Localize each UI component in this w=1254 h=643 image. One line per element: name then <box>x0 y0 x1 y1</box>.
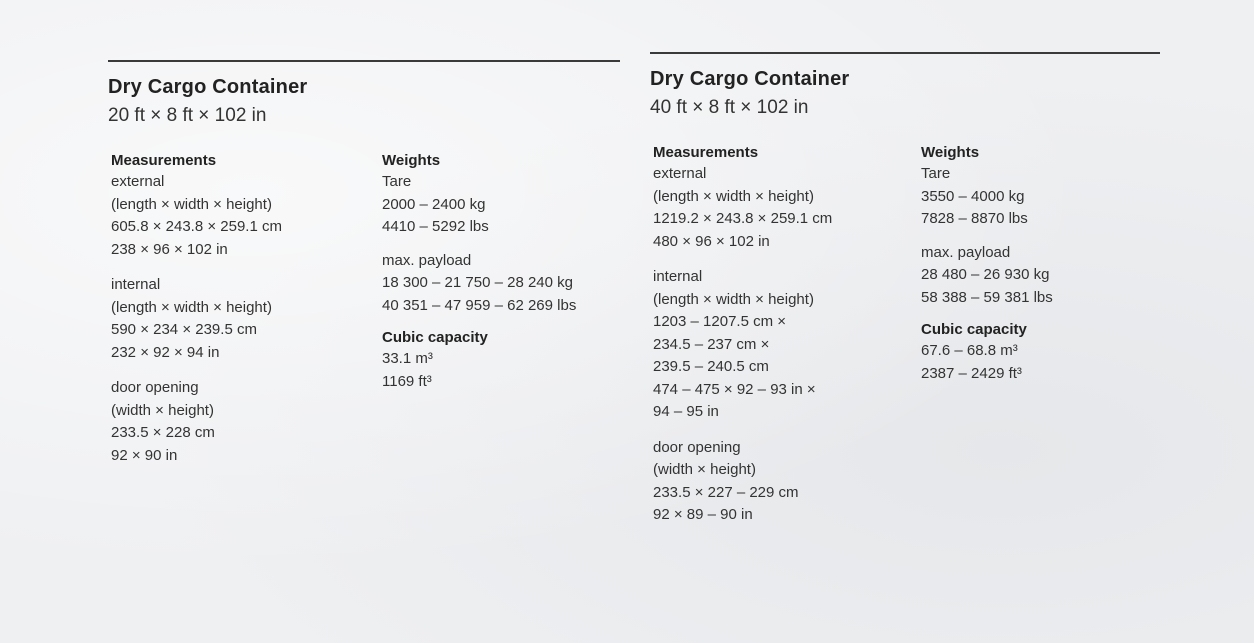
measurements-column <box>653 143 913 527</box>
external-cm: 1219.2 × 243.8 × 259.1 cm <box>653 210 833 227</box>
weights-column <box>921 143 1161 385</box>
external-label: external <box>111 173 165 190</box>
internal-label: internal <box>653 268 703 285</box>
external-in: 480 × 96 × 102 in <box>653 232 770 250</box>
internal-dims-label: (length × width × height) <box>653 290 814 308</box>
tare-lbs: 7828 – 8870 lbs <box>921 210 1028 227</box>
tare-kg: 3550 – 4000 kg <box>921 187 1025 205</box>
payload-label: max. payload <box>382 251 472 269</box>
payload-lbs: 58 388 – 59 381 lbs <box>921 288 1053 306</box>
capacity-heading: Cubic capacity <box>382 329 488 346</box>
door-cm: 233.5 × 228 cm <box>111 424 215 441</box>
tare-label: Tare <box>382 173 412 190</box>
door-cm: 233.5 × 227 – 229 cm <box>653 483 799 501</box>
external-dims-label: (length × width × height) <box>111 195 272 213</box>
internal-cm: 234.5 – 237 cm × <box>653 335 770 353</box>
capacity-m3: 67.6 – 68.8 m³ <box>921 342 1018 359</box>
external-cm: 605.8 × 243.8 × 259.1 cm <box>111 218 282 235</box>
capacity-ft3: 2387 – 2429 ft³ <box>921 364 1022 382</box>
weights-heading: Weights <box>921 144 980 161</box>
container-title: Dry Cargo Container <box>650 68 850 90</box>
internal-in: 474 – 475 × 92 – 93 in × <box>653 380 816 398</box>
internal-cm: 1203 – 1207.5 cm × <box>653 313 787 330</box>
section-rule <box>108 60 620 62</box>
door-dims-label: (width × height) <box>653 461 756 478</box>
tare-label: Tare <box>921 165 951 182</box>
internal-in: 232 × 92 × 94 in <box>111 343 220 361</box>
capacity-ft3: 1169 ft³ <box>382 372 432 390</box>
measurements-column <box>111 151 371 467</box>
external-in: 238 × 96 × 102 in <box>111 240 228 258</box>
internal-cm: 590 × 234 × 239.5 cm <box>111 321 257 338</box>
capacity-heading: Cubic capacity <box>921 321 1027 338</box>
tare-lbs: 4410 – 5292 lbs <box>382 218 489 235</box>
payload-lbs: 40 351 – 47 959 – 62 269 lbs <box>382 296 577 314</box>
container-size: 40 ft × 8 ft × 102 in <box>650 97 809 118</box>
payload-kg: 18 300 – 21 750 – 28 240 kg <box>382 274 574 291</box>
door-label: door opening <box>653 438 741 456</box>
weights-heading: Weights <box>382 152 441 169</box>
external-label: external <box>653 165 707 182</box>
payload-kg: 28 480 – 26 930 kg <box>921 266 1050 283</box>
door-dims-label: (width × height) <box>111 401 214 419</box>
measurements-heading: Measurements <box>111 152 217 169</box>
door-in: 92 × 90 in <box>111 446 178 464</box>
tare-kg: 2000 – 2400 kg <box>382 195 486 213</box>
door-label: door opening <box>111 379 199 396</box>
container-spec-40ft <box>650 52 1160 523</box>
container-spec-20ft <box>108 60 620 464</box>
measurements-heading: Measurements <box>653 144 759 161</box>
payload-label: max. payload <box>921 243 1011 261</box>
section-rule <box>650 52 1160 54</box>
internal-cm: 239.5 – 240.5 cm <box>653 358 769 375</box>
internal-label: internal <box>111 276 161 293</box>
internal-in: 94 – 95 in <box>653 403 719 420</box>
container-size: 20 ft × 8 ft × 102 in <box>108 105 267 126</box>
weights-column <box>382 151 622 393</box>
internal-dims-label: (length × width × height) <box>111 298 272 316</box>
door-in: 92 × 89 – 90 in <box>653 506 753 523</box>
container-title: Dry Cargo Container <box>108 76 308 98</box>
external-dims-label: (length × width × height) <box>653 187 814 205</box>
capacity-m3: 33.1 m³ <box>382 350 433 367</box>
